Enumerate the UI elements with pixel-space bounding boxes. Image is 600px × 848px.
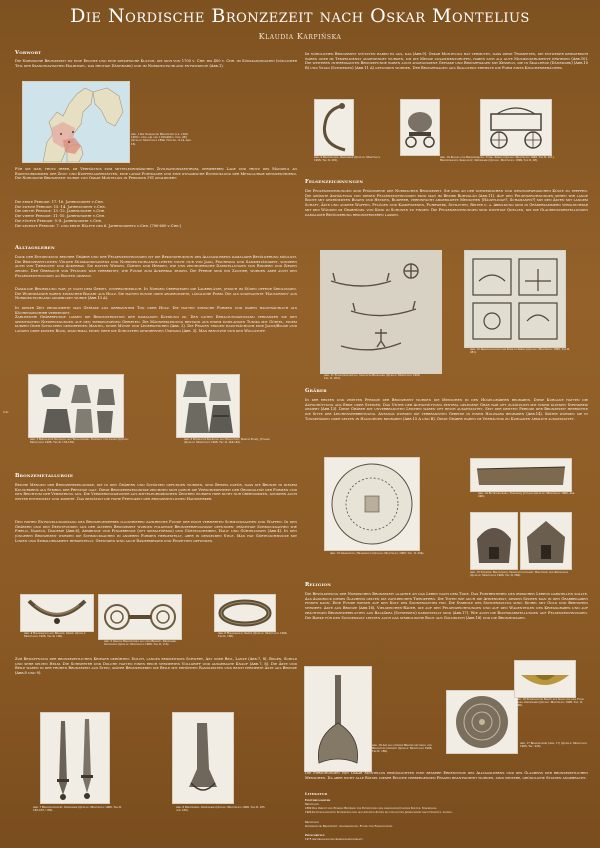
fig10-caption: Abb. 10 Kessel und Bronzewagen, Ystad, Skåne (Quelle: Montelius 1906, Taf.II, 201). Bronzewagen, Skallerup, Dänemark (Quelle: Montelius 1899, Taf.II, 28). — [440, 156, 555, 163]
coffin-figure — [470, 458, 572, 492]
house-urn-figure — [470, 512, 518, 570]
fazit-p1: Die Forschungen von Oskar Montelius ermöglichten eine bessere Erkenntnis des Alltagslebens und des Glaubens der bronzezeitlichen Menschen. Da aber nicht alle Rätsel dieser Epoche verbergenden Fragen beantwortet wurden, sind weitere, gründliche Studien angebracht. — [305, 771, 588, 780]
male-clothing-figure — [28, 374, 124, 438]
side-note: text — [3, 411, 9, 414]
wagon-figure — [480, 99, 552, 156]
heading-graeber: Gräber — [305, 388, 327, 394]
vorwort-intro: Die Nordische Bronzezeit ist eine Epoche und eine spezifische Kultur, die sich von 1700 v. Chr. bis 400 v. Chr. im Südskandinavien (südlicher Teil der Skandinavischen Halbinsel, das heutige Dänemark) und im Norddeutschland entwickelte (Abb.1). — [15, 59, 297, 68]
kivik-figure — [464, 250, 566, 348]
gold-boat-illustration — [515, 661, 575, 697]
axe-figure — [172, 712, 234, 804]
fig16-caption: Abb. 16 Axt aus dünner Bronze mit Gold und Bernstein verziert (Quelle: Montelius 1906, Taf.II, 189). — [372, 744, 433, 754]
fig8-caption: Abb. 8 Bronzebeil, Dänemark (Quelle: Montelius 1906, Taf.II, 165 und 166). — [176, 806, 265, 813]
grave-mound-illustration — [325, 458, 419, 550]
ceremonial-axe-figure — [304, 666, 372, 772]
fig18-caption: Abb. 18 Symbolische Boote aus Gold von dem Fund Nors, Dänemark (Quelle: Montelius 1906, Taf. II, 198). — [516, 698, 584, 708]
alltag-p3: In dieser Zeit produzierte man Gefässe aus gebranntem Ton oder Holz. Die hatten einfache Formen und waren hauptsächlich als Küchengeschirr verwendet. — [15, 306, 297, 315]
literatur-ref: 1906 Kulturgeschichte Schwedens von den ältesten Zeiten bis zum elften Jahrhundert nach Christus. Leipzig. — [305, 811, 453, 814]
map-illustration — [23, 82, 129, 162]
heading-religion: Religion — [305, 582, 332, 588]
period-item: Die erste Periode: 17.-16. Jahrhundert v.Chr. — [15, 200, 104, 204]
fig2-caption: Abb. 2 Männliche Kleidung aus Wollgewebe, Tierhaut und Leder (Quelle: Montelius 1906, Taf.II, 133-139). — [30, 438, 129, 445]
fig14-caption: Abb. 14 Eichener Sarg, Treenhøj, Jütland (Quelle: Montelius 1906, Abb. 246). — [478, 492, 576, 499]
metall-p1: Reiche Mengen der Bronzeerzeugnisse, die in den Gräbern und Schätzen gefunden wurden, sind Beweis dafür, dass die Bronze in diesem Kulturkreis als Symbol der Prestige galt. Diese Bronzeerzeugnisse zeichnen sich durch die Verschiedenheit der Originalität der Formen und den Reichtum der Verzierung aus. Die Verzierungsmuster aus mitteleuropäischen Zentren wurden hier nicht nur übernommen, sondern auch weiter entwickelt und kopiert. Das bestätigt die hohe Fertigkeit der bronzezeitlichen Handwerker. — [15, 483, 297, 502]
ceremonial-axe-illustration — [305, 667, 371, 771]
wagon-illustration — [481, 100, 551, 155]
literatur-ref: Schwedische Bronzezeit, Ausgrabungen, Funde und Forschungen. — [305, 825, 394, 828]
metall-p2: Den hohen Entwicklungsstand des Bronzegewerbes illustrieren zahlreiche Funde der hoch verzierten Schmucksachen und Waffen. In den Gräbern und den Depotfunden aus der älteren Bronzezeit wurden folgende Bronzeerzeugnisse gefunden: prächtige Schmucksachen wie Fibeln, Nadeln, Diademe (Abb.6), Armringe und Fingerringe (oft spiralförmig) und Gürtelscheiben, Hals- und Gürteldosen (Abb.4). In den jüngeren Bronzezeit wurden die Schmucksachen in anderen Formen hergestellt, aber in denselben Stile. Man hat Gürtelschmucke mit Linien und Spiralornament hergestellt. Gefunden sind auch Rasiermesser und Pinzetten gefunden. — [15, 520, 297, 543]
heading-vorwort: Vorwort — [15, 50, 42, 56]
heading-metallurgie: Bronzemetallurgie — [15, 473, 74, 479]
sword-figure — [40, 712, 110, 804]
literatur-subheading: Einführungswerk — [305, 799, 331, 802]
fig15-caption: Abb. 15 Tönerne Hausurnen, Norddeutschland: Hausurne von Königsaue (Quelle: Montelius 1906, Taf.II, 260). — [470, 571, 569, 578]
gold-boat-figure — [514, 660, 576, 698]
neck-collar-figure — [20, 594, 94, 632]
neck-collar-illustration — [21, 595, 93, 631]
lure-figure — [314, 99, 354, 156]
fibula-figure — [98, 594, 182, 640]
house-urn-2-figure — [520, 512, 572, 570]
fig7-caption: Abb. 7 Bronzeschwert, Dänemark (Quelle: Montelius 1906, Taf.II, 180-183 / 185). — [33, 806, 122, 813]
kessel-illustration — [401, 100, 439, 155]
alltag-p2: Damalige Besiedlung war, je nach dem Gebiet, unterschiedlich. In Norden überwiegen die Lagerplätze, jedoch im Süden offene Siedlungen. Die Wohnhäuser waren einfacher Bauart aus Holz. Sie hatten runde oder abgerundete, längliche Form. Die als sogenannte 'Hausurnen' aus Norddeutschland angebildet wurde (Abb.13 A). — [15, 287, 297, 301]
literatur-extra-ref: 1975 Archäologisches Korrespondenzblatt. — [305, 838, 364, 841]
literatur-author: Montelius — [305, 803, 319, 806]
heading-literatur: Literatur — [305, 792, 328, 796]
period-item: Die zweite Periode: 15.-14. Jahrhundert v.Chr. — [15, 204, 106, 209]
fig6-caption: Abb. 6 Halskragen, Skåne (Quelle: Montelius 1906, Taf.II, 106). — [218, 632, 288, 639]
fig12-caption: Abb. 12 Darstellungen von Kivik in Skåne (Quelle: Montelius 1899, Taf.II, 281). — [470, 348, 570, 355]
fibula-illustration — [99, 595, 181, 639]
lure-illustration — [315, 100, 353, 155]
heading-felszeichnungen: Felsenzeichnungen — [305, 179, 364, 185]
period-list — [15, 200, 297, 228]
fig13-caption: Abb. 13 Grabhügel, Hågahögen (Quelle: Montelius 1906, Taf. II, 234). — [330, 552, 425, 555]
map-figure — [22, 81, 130, 163]
fig11-caption: Abb. 11 Felsenzeichnung, Tanum im Bohuslän (Quelle: Montelius 1906, Taf. II, 203). — [324, 374, 421, 381]
kessel-figure — [400, 99, 440, 156]
alltag-p1: Dank der Entdeckung reicher Gräber und der Felsenzeichnungen ist die Rekonstruktion des Alltagslebens damaliger Bevölkerung möglich. Die Bronzezeitlichen Völker Südskandinaviens und Norddeutschlands lebten nicht nur von Jagd, Fischfang und Sammeltätigkeit, sondern auch von Tierzucht und Ackerbau. Sie hatten Wiesen, Gärten und Herden, wie uns zeichnerische Darstellungen von Rindern und Ziegen zeigen. Der Gebrauch von Pflügen war verbreitet, wie Funde zum Ackerbau zeigen. Die Pferde sind ein Zugtier, wurden aber auch den Felsenzeichnungen an Booten gezeigt. — [15, 255, 297, 278]
house-urn-2-illustration — [521, 513, 571, 569]
fig4-caption: Abb. 4 Halskragen aus Bronze, Skåne (Quelle: Montelius 1906, Taf.II, 100). — [24, 632, 87, 639]
house-urn-illustration — [471, 513, 517, 569]
male-clothing-illustration — [29, 375, 123, 437]
heading-alltagsleben: Alltagsleben — [15, 245, 55, 251]
graeber-p1: In der ersten und zweiten Periode der Bronzezeit wurden die Menschen in den Hügelgräbern begraben. Diese Kurgane hatten die Aufschüttung aus Erde oder Steinen. Das Unter der Aufschüttung zentral gelegene Grab war oft zusätzlich mit einem kleinen Steinkreis geziert (Abb.13). Diese Gräber mit unverbrannten Leichen waren oft reich ausgestattet. Seit der dritten Periode der Bronzezeit herrschte die Sitte der Leichenverbrennung. Anfangs wurden die verbrannten Gebeine in einem Holzsarg begraben (Abb.14). Später wurden sie in Tongefässen oder selten in Hausurnen begraben (Abb.15 A und B). Diese Gräber waren im Verhältnis zu Kurganen ärmlich ausgestattet. — [305, 398, 588, 421]
map-caption: Abb. 1 Die Nordische Bronzezeit (ca. 1500-1000 v. Chr. (A) und 1100-900 v. Chr. (B)) (Quelle: Montelius 1899, Text-Ill. S.14, Abb. 18). — [131, 133, 192, 146]
fig17-caption: Abb. 17 Bronzegerät (Abb. 17) (Quelle: Montelius 1906, Taf. 225). — [520, 742, 588, 749]
literatur-extra-sub: Zeitschriften — [305, 834, 325, 837]
religion-p1: Die Bevölkerung der Nordischen Bronzezeit glaubte an das Leben nach dem Tode. Das Fortbestehen des irdischen Lebens darstellen sollte. Als Ausdruck dieses Glaubens gelten die zahlreichen Tieropfern. Die Toten wie auch die Ahnengeist, dessen Spuren man in den Grabbeigaben finden kann. Eine Funde wiesen auf den Kult des Sonnengottes hin. Die Symbole des Sonnenkultus sind: Sichel mit Gold und Bernstein verziert. Axte aus Bronze (Abb.16), Vielspeichen-Räder, die auf den Felsenzeichnungen und auf den Wagenteilen des Kriegsgrabes und auf prächtigen Bronzezierplatten aus Balkåkra (Schweden) dargestellt sind (Abb.17). Wie auch die Bootsdarstellungen auf Felsenzeichnungen. Die Barke für den Sonnenkult leisten auch das symbolische Boot aus Goldblech (Abb.18) und die Bronzewagen. — [305, 592, 588, 620]
bronze-disc-figure — [446, 690, 518, 754]
fig9-caption: Abb. 9 Bronzelure, Dänemark (Quelle: Montelius 1906, Taf.II, 201). — [314, 156, 381, 163]
axe-illustration — [173, 713, 233, 803]
fig5-caption: Abb. 5 Grosse Bronzefibel aus dem Bronze, Dänemark. Schweden (Quelle: Montelius 1906, Taf.II, 113). — [104, 640, 177, 647]
rock-carving-illustration — [321, 251, 441, 373]
right-top-text: Im nördlichen Bronzezeit stützten haben es aus, das (Abb.9). Oskar Montelius hat vermutet, dass diese Trompeten, die entweder kriegerisch waren oder im Tempeldienst angewendet wurden, um die Menge zusammenzurufen, haben sich als gute Musikinstrumente erwiesen (Abb.10). Die weiteren interessanten Bronzefunde waren auch angegossene Gefässe und Bronzewagen mit Kesseln, die in Skallerup (Dänemark) (Abb.10 B) und Ystad (Schweden) (Abb.11 A) gefunden worden. Der Bronzewagen aus Skallerup erhielte die Form eines Knochenbehälters. — [305, 52, 588, 71]
arm-ring-figure — [214, 594, 276, 632]
alltag-p4: Zahlreiche Gräberfunde lassen die Rekonstruktion der damaligen Kleidung zu. Den guten Erhaltungszustand verdanken sie den spezifischen Niederlegungen auf den tiergelegenen Gebieten. Die Männerkleidung bestand aus einem knielangen Tunika mit Gürtel, einem kurzen Oder Schultern geworfenen Mantel, einer Mütze und Lederschuhen (Abb. 2). Die Frauen trugen hauptsächlich eine Jacke/Bluse und langen oder kurzen Rock, manchmal einen über die Schultern geworfenen Umhang (Abb. 3). Man benutzte nur den Wollstoff. — [15, 315, 297, 334]
fels-p1: Die Felsenzeichnungen sind Phänomene der Nordischen Bronzezeit. Sie sind an der schwedischen und westnorwegischen Küste zu treffen. Die größte Anhäufung von diesen Felsenzeichnungen fand man im Bezirk Bohuslän (Abb.11). Auf den Felsenzeichnungen sehen wir lange Boote mit gekrümmten Bugen und Hecken, Ruderer, vereinfacht abgebildete Menschen (Häuptlinge?, Schamanen?) mit den Äxten mit langem Schaft, Äxte und andere Waffen, Pflügen und Kampfszenen, Fuhrwerk, Schlitten, Reiter u. a. Abbildung sind in Gräberkammern vergleichbar mit den Wänden im Grabhügel von Kivik in Schonen zu finden. Die Felsenzeichnungen sind wichtige Quellen, die die Glaubensvorstellungen damaliger Bevölkerung rekonstruieren lassen. — [305, 189, 588, 217]
rock-carving-figure — [320, 250, 442, 374]
literatur-author: Montelius — [305, 821, 319, 824]
period-item: Die fünfte Periode: 9.-8. Jahrhundert v.Chr. — [15, 218, 102, 223]
female-clothing-illustration — [177, 375, 239, 437]
period-item: Die vierte Periode: 11.-10. Jahrhundert v.Chr. — [15, 214, 105, 219]
sword-illustration — [41, 713, 109, 803]
period-item: Die sechste Periode: 7. und erste Hälfte des 6. Jahrhunderts v.Chr. (700-600 v.Chr.) — [15, 223, 182, 228]
poster-author: Klaudia Karpińska — [258, 32, 342, 41]
period-item: Die dritte Periode: 13.-12. Jahrhundert v.Chr. — [15, 209, 106, 214]
kivik-illustration — [465, 251, 565, 347]
female-clothing-figure — [176, 374, 240, 438]
bronze-disc-illustration — [447, 691, 517, 753]
grave-mound-figure — [324, 457, 420, 551]
literatur-ref: 1899 Der Orient und Europa: Beiträge zur Entstehung der vorgeschichtlichen Kultur. Stockholm. — [305, 807, 438, 810]
metall-p3: Zur Bewaffnung der bronzezeitlichen Krieger gehörten: Dolch, langes beidseitiges Schwert, Axt oder Beil, Lanze (Abb.7, 8), Bogen, Schild und sehr selten Helm. Die Schwerter und Dolche hatten einen reich verzierten Vollgriff und ausgebaute Knauf (Abb.7, 8). Die Äxte und Beile waren in der frühen Bronzezeit aus Stein, später Bronzeneben die Beile mit erhöhten Randleisten und reich verzierte Äxte aus Bronze (Abb.8 und 9). — [15, 657, 297, 676]
arm-ring-illustration — [215, 595, 275, 631]
coffin-illustration — [471, 459, 571, 491]
fig3-caption: Abb. 3 Weibliche Kleidung aus Wollstoff, Borum Eshöj, Jütland (Quelle: Montelius 1906, Taf.II, 144-145). — [184, 438, 270, 445]
vorwort-body: Für sie war, trotz ihrer, im Verhältnis zum mitteleuropäischen Zivilisationszentrum, peripheren Lage und trotz des Mangels an Eigenvorkommen der Zinn- und Kupferlagerstätten, eine lange Fortdauer und eine dynamische Entwicklung der Metallurgie kennzeichnend. Die Nordische Bronzezeit wurde von Oskar Montelius in Perioden I-VI gegliedert: — [15, 167, 297, 181]
poster-title: Die Nordische Bronzezeit nach Oskar Montelius — [70, 5, 530, 27]
